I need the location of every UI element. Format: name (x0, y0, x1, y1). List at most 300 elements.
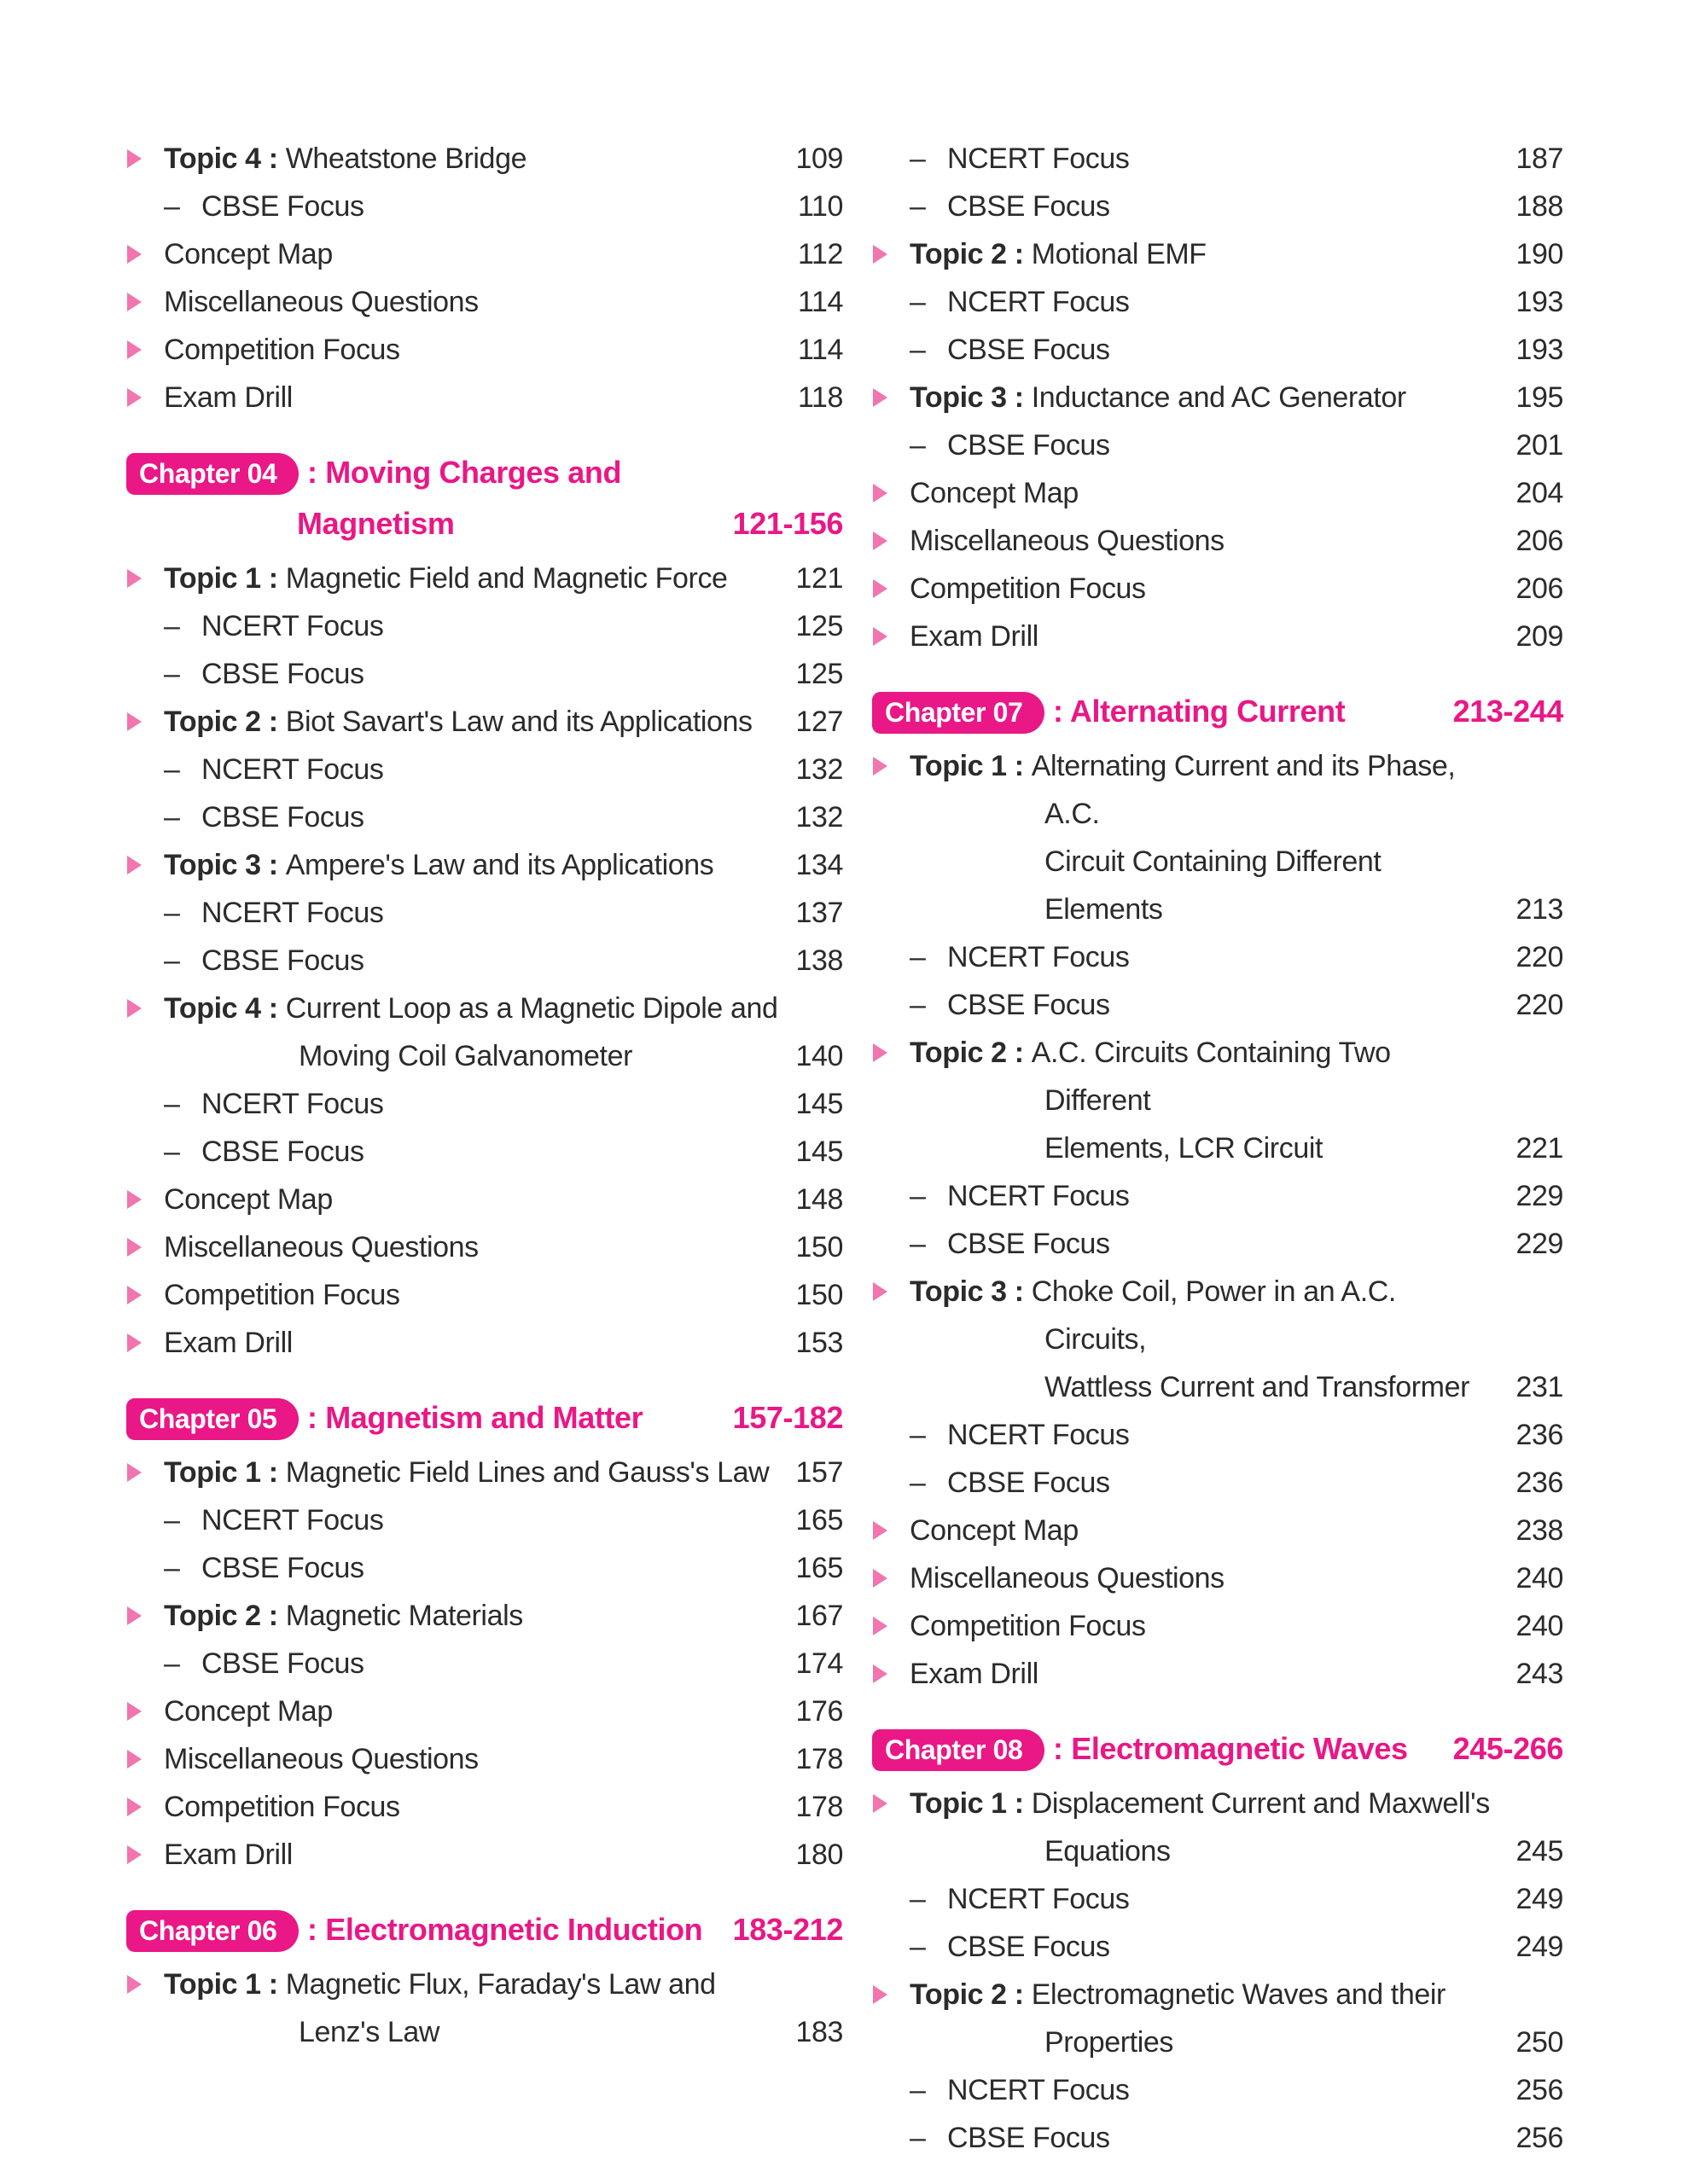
page-number: 145 (795, 1136, 843, 1168)
toc-item-row (126, 1319, 843, 1367)
dash-marker: – (164, 1552, 180, 1584)
toc-item-row (872, 1650, 1563, 1698)
sub-label: NCERT Focus (947, 1883, 1130, 1915)
item-label: Exam Drill (164, 1838, 293, 1871)
triangle-bullet-icon (127, 712, 142, 731)
toc-sub-row (872, 421, 1563, 469)
item-text (164, 1783, 782, 1831)
page-number: 145 (795, 1088, 843, 1120)
topic-title-line2: Properties (1044, 2026, 1173, 2059)
page-number: 121 (795, 562, 843, 595)
toc-column-left (126, 135, 843, 2184)
topic-separator: : (260, 1968, 286, 2001)
sub-text (910, 1459, 1502, 1507)
page-number: 118 (797, 381, 843, 414)
topic-title-line1: Inductance and AC Generator (1031, 381, 1406, 414)
toc-item-row (872, 613, 1563, 660)
sub-text (910, 1220, 1502, 1268)
item-text (164, 1319, 782, 1367)
sub-text (910, 326, 1502, 374)
topic-label: Topic 2 (164, 706, 261, 738)
chapter-title-line1: Magnetism and Matter (325, 1400, 643, 1435)
chapter-separator: : (299, 1400, 326, 1435)
toc-item-row (126, 1831, 843, 1879)
topic-title-line1: Magnetic Materials (285, 1600, 523, 1632)
topic-text (164, 1592, 782, 1640)
triangle-bullet-icon (873, 1282, 887, 1301)
triangle-bullet-icon (873, 627, 887, 646)
toc-sub-row (872, 981, 1563, 1029)
dash-marker: – (910, 1419, 926, 1451)
toc-item-row (872, 1554, 1563, 1602)
chapter-heading-row (872, 686, 1563, 737)
toc-sub-row (872, 278, 1563, 326)
dash-marker: – (910, 1931, 926, 1963)
toc-sub-row (126, 1544, 843, 1592)
toc-topic-row (126, 1449, 843, 1496)
sub-label: CBSE Focus (201, 658, 364, 690)
toc-sub-row (872, 933, 1563, 981)
dash-marker: – (910, 1467, 926, 1499)
toc-sub-row (872, 326, 1563, 374)
topic-separator: : (1006, 750, 1032, 782)
topic-label: Topic 2 (910, 1978, 1007, 2011)
triangle-bullet-icon (127, 1750, 142, 1769)
toc-item-row (126, 278, 843, 326)
page-number: 236 (1515, 1467, 1563, 1499)
triangle-bullet-icon (873, 531, 887, 550)
page-number: 114 (797, 334, 843, 366)
dash-marker: – (910, 334, 926, 366)
page-number: 150 (795, 1279, 843, 1311)
item-text (164, 278, 782, 326)
sub-text (164, 650, 782, 698)
toc-sub-row (126, 1128, 843, 1176)
page-number: 174 (795, 1647, 843, 1680)
page-number: 229 (1515, 1228, 1563, 1260)
sub-label: NCERT Focus (201, 1504, 384, 1536)
toc-topic-row (126, 841, 843, 889)
toc-sub-row (872, 1220, 1563, 1268)
page-number: 221 (1515, 1132, 1563, 1165)
item-label: Miscellaneous Questions (910, 1562, 1225, 1594)
dash-marker: – (910, 2122, 926, 2154)
topic-title-line1: Wheatstone Bridge (285, 142, 527, 175)
page-number: 256 (1515, 2074, 1563, 2106)
sub-label: CBSE Focus (947, 2122, 1110, 2154)
page-number: 229 (1515, 1180, 1563, 1212)
topic-label: Topic 3 (910, 1275, 1007, 1308)
sub-label: NCERT Focus (201, 753, 384, 786)
triangle-bullet-icon (127, 1975, 142, 1994)
sub-label: NCERT Focus (947, 286, 1130, 318)
item-label: Concept Map (164, 238, 333, 270)
sub-text (164, 1544, 782, 1592)
topic-text (910, 1029, 1502, 1172)
sub-label: CBSE Focus (947, 190, 1110, 223)
triangle-bullet-icon (873, 579, 887, 598)
toc-item-row (872, 517, 1563, 565)
chapter-separator: : (1044, 1731, 1072, 1766)
dash-marker: – (164, 897, 180, 929)
toc-item-row (126, 374, 843, 421)
triangle-bullet-icon (873, 1043, 887, 1062)
page-number: 256 (1515, 2122, 1563, 2154)
toc-item-row (126, 1176, 843, 1223)
page-number: 109 (795, 142, 843, 175)
toc-sub-row (126, 1640, 843, 1687)
page-number: 243 (1515, 1658, 1563, 1690)
item-label: Concept Map (910, 477, 1079, 509)
sub-text (164, 183, 782, 230)
sub-label: NCERT Focus (201, 897, 384, 929)
topic-label: Topic 1 (164, 562, 261, 595)
dash-marker: – (910, 1883, 926, 1915)
sub-text (164, 793, 782, 841)
triangle-bullet-icon (127, 856, 142, 874)
page-number: 201 (1515, 429, 1563, 462)
toc-sub-row (126, 889, 843, 937)
dash-marker: – (910, 941, 926, 973)
toc-item-row (872, 1507, 1563, 1554)
item-text (910, 613, 1502, 660)
page-number: 238 (1515, 1514, 1563, 1547)
topic-title-line1: Current Loop as a Magnetic Dipole and (285, 992, 778, 1025)
dash-marker: – (164, 753, 180, 786)
topic-label: Topic 1 (910, 1787, 1007, 1820)
topic-text (910, 1268, 1502, 1411)
toc-sub-row (126, 793, 843, 841)
page-number: 180 (795, 1838, 843, 1871)
chapter-title-line1: Alternating Current (1069, 694, 1346, 729)
sub-text (910, 421, 1502, 469)
page-number: 245 (1515, 1835, 1563, 1867)
topic-title-line1: Ampere's Law and its Applications (285, 849, 714, 881)
page-number: 176 (795, 1695, 843, 1728)
toc-sub-row (872, 2114, 1563, 2162)
toc-topic-row (872, 1029, 1563, 1172)
page-number: 157 (795, 1456, 843, 1489)
sub-label: CBSE Focus (947, 1931, 1110, 1963)
toc-sub-row (126, 746, 843, 793)
topic-separator: : (1006, 1787, 1032, 1820)
triangle-bullet-icon (127, 569, 142, 588)
item-text (910, 565, 1502, 613)
topic-separator: : (1006, 381, 1032, 414)
toc-sub-row (872, 1411, 1563, 1459)
sub-text (910, 183, 1502, 230)
page-number: 167 (795, 1600, 843, 1632)
sub-label: CBSE Focus (201, 801, 364, 834)
toc-item-row (872, 565, 1563, 613)
sub-label: CBSE Focus (201, 1552, 364, 1584)
topic-separator: : (260, 992, 286, 1025)
topic-separator: : (260, 1456, 286, 1489)
sub-text (164, 1128, 782, 1176)
triangle-bullet-icon (873, 484, 887, 502)
topic-label: Topic 1 (164, 1968, 261, 2001)
item-label: Exam Drill (910, 620, 1038, 653)
item-text (164, 326, 782, 374)
toc-topic-row (872, 1971, 1563, 2066)
topic-text (164, 1960, 782, 2056)
sub-text (910, 2114, 1502, 2162)
chapter-heading-row (126, 1392, 843, 1443)
chapter-heading-text (126, 1392, 724, 1443)
topic-separator: : (260, 562, 286, 595)
toc-sub-row (872, 2066, 1563, 2114)
page-number: 134 (795, 849, 843, 881)
page-number: 213 (1515, 893, 1563, 926)
page-number: 195 (1515, 381, 1563, 414)
triangle-bullet-icon (127, 293, 142, 311)
chapter-heading-row (872, 1723, 1563, 1774)
item-text (910, 1650, 1502, 1698)
item-label: Miscellaneous Questions (164, 1231, 479, 1263)
item-text (164, 1831, 782, 1879)
item-label: Concept Map (164, 1695, 333, 1728)
toc-item-row (126, 1687, 843, 1735)
page-number: 178 (795, 1791, 843, 1823)
item-text (910, 469, 1502, 517)
chapter-title-line1: Electromagnetic Waves (1071, 1731, 1408, 1766)
sub-label: NCERT Focus (947, 2074, 1130, 2106)
triangle-bullet-icon (873, 757, 887, 775)
topic-label: Topic 2 (910, 1037, 1007, 1069)
item-text (910, 1602, 1502, 1650)
page-number: 240 (1515, 1562, 1563, 1594)
item-label: Miscellaneous Questions (910, 525, 1225, 557)
triangle-bullet-icon (127, 1606, 142, 1625)
chapter-heading-text (872, 686, 1445, 737)
topic-text (164, 841, 782, 889)
topic-label: Topic 4 (164, 142, 261, 175)
toc-sub-row (872, 1923, 1563, 1971)
toc-item-row (126, 1223, 843, 1271)
page-number: 249 (1515, 1883, 1563, 1915)
triangle-bullet-icon (127, 1333, 142, 1352)
triangle-bullet-icon (127, 245, 142, 264)
chapter-title-line2: Magnetism (297, 506, 455, 541)
chapter-heading-text (872, 1723, 1445, 1774)
page-number: 132 (795, 801, 843, 834)
sub-label: CBSE Focus (947, 429, 1110, 462)
item-text (164, 1687, 782, 1735)
topic-separator: : (1006, 1275, 1032, 1308)
toc-sub-row (126, 183, 843, 230)
toc-sub-row (126, 602, 843, 650)
topic-label: Topic 1 (164, 1456, 261, 1489)
sub-label: NCERT Focus (947, 941, 1130, 973)
toc-item-row (126, 326, 843, 374)
dash-marker: – (910, 190, 926, 223)
toc-topic-row (126, 1592, 843, 1640)
triangle-bullet-icon (873, 1521, 887, 1540)
triangle-bullet-icon (873, 1569, 887, 1588)
sub-label: NCERT Focus (947, 142, 1130, 175)
dash-marker: – (164, 1504, 180, 1536)
sub-label: NCERT Focus (947, 1419, 1130, 1451)
topic-label: Topic 1 (910, 750, 1007, 782)
topic-title-line1: Magnetic Flux, Faraday's Law and (285, 1968, 716, 2001)
topic-text (910, 374, 1502, 421)
sub-text (164, 889, 782, 937)
toc-topic-row (872, 742, 1563, 933)
sub-text (910, 1923, 1502, 1971)
topic-label: Topic 2 (910, 238, 1007, 270)
toc-column-right (872, 135, 1563, 2184)
topic-title-line2: Wattless Current and Transformer (1044, 1371, 1469, 1403)
toc-sub-row (872, 135, 1563, 183)
sub-text (164, 937, 782, 985)
sub-label: CBSE Focus (201, 1647, 364, 1680)
triangle-bullet-icon (873, 388, 887, 407)
item-text (910, 1554, 1502, 1602)
page-number: 204 (1515, 477, 1563, 509)
dash-marker: – (910, 142, 926, 175)
toc-topic-row (872, 374, 1563, 421)
topic-title-line1: Magnetic Field Lines and Gauss's Law (285, 1456, 770, 1489)
topic-title-line1: Motional EMF (1031, 238, 1207, 270)
topic-text (910, 1780, 1502, 1875)
sub-label: CBSE Focus (947, 334, 1110, 366)
page-number: 125 (795, 658, 843, 690)
sub-label: NCERT Focus (201, 610, 384, 642)
chapter-page-range: 157-182 (732, 1400, 843, 1435)
sub-label: NCERT Focus (201, 1088, 384, 1120)
page-number: 140 (795, 1040, 843, 1072)
page-number: 138 (795, 944, 843, 977)
dash-marker: – (910, 1228, 926, 1260)
item-label: Competition Focus (910, 572, 1146, 605)
page-number: 148 (795, 1183, 843, 1216)
toc-topic-row (126, 1960, 843, 2056)
sub-text (164, 602, 782, 650)
topic-title-line1: Alternating Current and its Phase, A.C. (1031, 750, 1456, 830)
dash-marker: – (164, 658, 180, 690)
topic-title-line2: Moving Coil Galvanometer (299, 1040, 633, 1072)
topic-separator: : (260, 849, 286, 881)
toc-topic-row (126, 135, 843, 183)
page-number: 250 (1515, 2026, 1563, 2059)
sub-label: CBSE Focus (201, 944, 364, 977)
toc-item-row (126, 230, 843, 278)
item-label: Exam Drill (164, 1327, 293, 1359)
sub-text (910, 278, 1502, 326)
toc-sub-row (872, 1172, 1563, 1220)
toc-topic-row (126, 985, 843, 1080)
item-label: Exam Drill (910, 1658, 1038, 1690)
dash-marker: – (910, 2074, 926, 2106)
page-number: 153 (795, 1327, 843, 1359)
page-number: 188 (1515, 190, 1563, 223)
triangle-bullet-icon (127, 1463, 142, 1482)
item-label: Miscellaneous Questions (164, 1743, 479, 1775)
toc-sub-row (872, 183, 1563, 230)
topic-separator: : (1006, 1037, 1032, 1069)
topic-title-line1: Choke Coil, Power in an A.C. Circuits, (1031, 1275, 1396, 1356)
triangle-bullet-icon (873, 1985, 887, 2004)
topic-label: Topic 3 (164, 849, 261, 881)
triangle-bullet-icon (127, 1238, 142, 1257)
sub-label: CBSE Focus (947, 1467, 1110, 1499)
item-text (910, 1507, 1502, 1554)
triangle-bullet-icon (873, 1664, 887, 1683)
toc-topic-row (872, 1268, 1563, 1411)
sub-text (164, 1640, 782, 1687)
toc-sub-row (872, 1875, 1563, 1923)
page-number: 150 (795, 1231, 843, 1263)
dash-marker: – (164, 1647, 180, 1680)
sub-text (910, 1875, 1502, 1923)
page-number: 249 (1515, 1931, 1563, 1963)
chapter-heading-row (126, 1904, 843, 1955)
chapter-title-line1: Moving Charges and (325, 455, 622, 490)
chapter-page-range: 245-266 (1452, 1731, 1563, 1766)
triangle-bullet-icon (127, 999, 142, 1018)
toc-item-row (126, 1783, 843, 1831)
sub-label: NCERT Focus (947, 1180, 1130, 1212)
toc-topic-row (126, 555, 843, 602)
topic-text (910, 230, 1502, 278)
item-label: Competition Focus (164, 1791, 400, 1823)
sub-text (910, 135, 1502, 183)
topic-label: Topic 4 (164, 992, 261, 1025)
dash-marker: – (164, 190, 180, 223)
sub-text (910, 1172, 1502, 1220)
page-number: 125 (795, 610, 843, 642)
triangle-bullet-icon (127, 388, 142, 407)
toc-item-row (126, 1735, 843, 1783)
page-number: 112 (797, 238, 843, 270)
page-number: 206 (1515, 572, 1563, 605)
sub-text (910, 933, 1502, 981)
chapter-separator: : (299, 1912, 326, 1947)
chapter-separator: : (1044, 694, 1070, 729)
chapter-badge: Chapter 06 (126, 1910, 299, 1952)
page-number: 231 (1515, 1371, 1563, 1403)
toc-item-row (872, 1602, 1563, 1650)
topic-text (910, 1971, 1502, 2066)
triangle-bullet-icon (127, 149, 142, 168)
topic-label: Topic 2 (164, 1600, 261, 1632)
triangle-bullet-icon (873, 1794, 887, 1813)
topic-title-line1: Displacement Current and Maxwell's (1031, 1787, 1490, 1820)
page-number: 220 (1515, 989, 1563, 1021)
dash-marker: – (910, 429, 926, 462)
chapter-page-range: 183-212 (732, 1912, 843, 1947)
topic-title-line2: Elements, LCR Circuit (1044, 1132, 1323, 1165)
dash-marker: – (910, 989, 926, 1021)
page-number: 209 (1515, 620, 1563, 653)
triangle-bullet-icon (127, 1798, 142, 1816)
item-label: Competition Focus (910, 1610, 1146, 1642)
sub-label: CBSE Focus (201, 190, 364, 223)
page-number: 187 (1515, 142, 1563, 175)
sub-label: CBSE Focus (201, 1136, 364, 1168)
topic-text (164, 698, 782, 746)
page-number: 165 (795, 1504, 843, 1536)
chapter-page-range: 121-156 (732, 506, 843, 541)
topic-title-line1: Magnetic Field and Magnetic Force (285, 562, 728, 595)
dash-marker: – (910, 1180, 926, 1212)
topic-title-line2: Circuit Containing Different Elements (1044, 845, 1382, 926)
item-label: Competition Focus (164, 1279, 400, 1311)
item-text (164, 230, 782, 278)
topic-text (910, 742, 1502, 933)
sub-text (910, 2066, 1502, 2114)
item-text (164, 1271, 782, 1319)
